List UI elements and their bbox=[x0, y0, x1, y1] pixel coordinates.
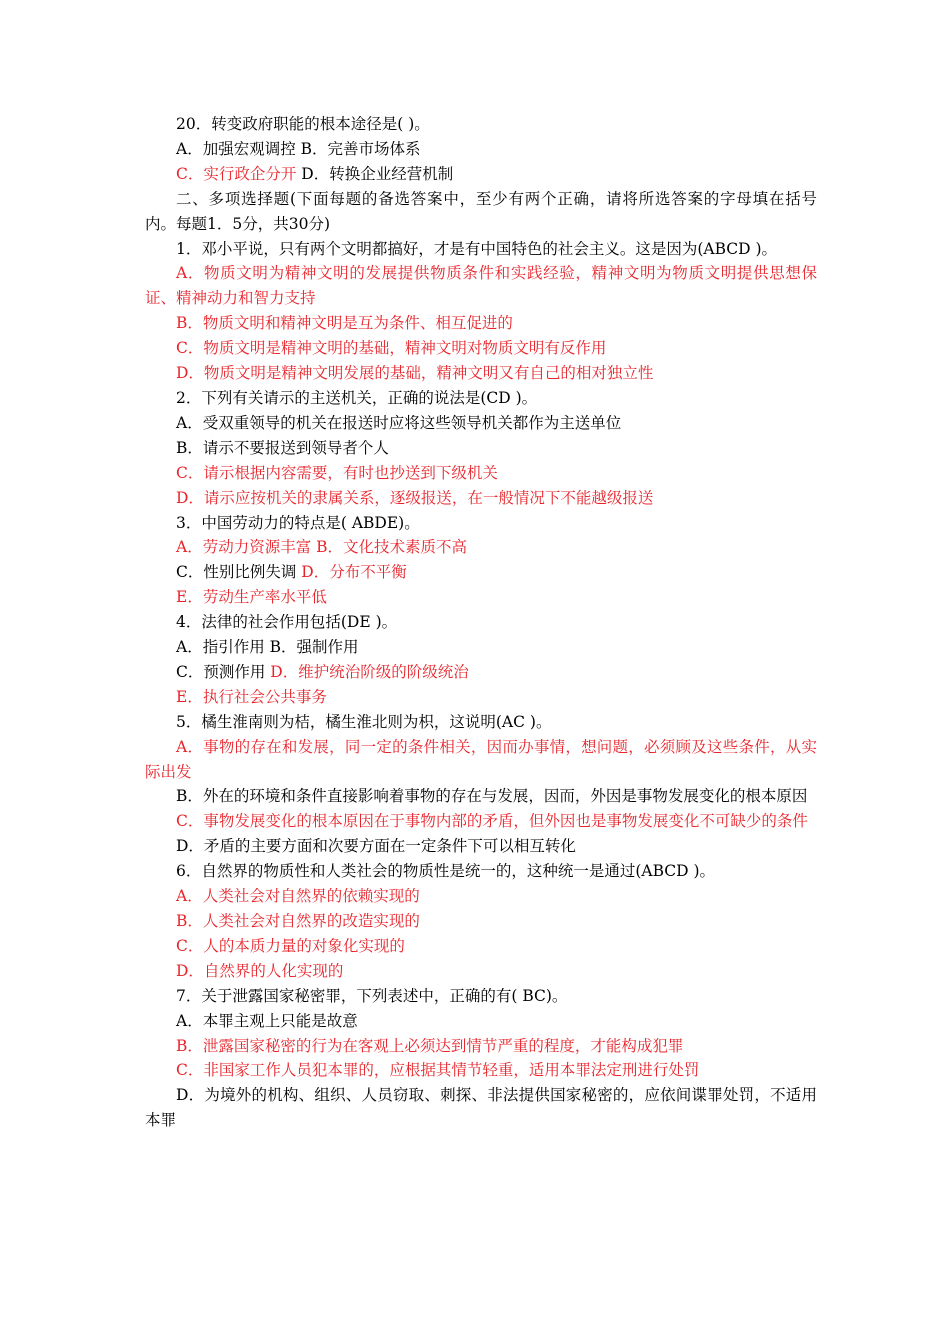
paragraph bbox=[145, 237, 817, 262]
paragraph bbox=[145, 386, 817, 411]
paragraph bbox=[145, 535, 817, 560]
paragraph bbox=[145, 959, 817, 984]
paragraph bbox=[145, 560, 817, 585]
answer-text: D．物质文明是精神文明发展的基础，精神文明又有自己的相对独立性 bbox=[176, 364, 654, 383]
paragraph bbox=[145, 336, 817, 361]
body-text: C．预测作用 bbox=[176, 662, 271, 681]
answer-text: A．劳动力资源丰富 B．文化技术素质不高 bbox=[176, 538, 468, 557]
paragraph bbox=[145, 809, 817, 834]
answer-text: C．物质文明是精神文明的基础，精神文明对物质文明有反作用 bbox=[176, 339, 607, 358]
paragraph bbox=[145, 1009, 817, 1034]
paragraph bbox=[145, 361, 817, 386]
body-text: 3．中国劳动力的特点是( ABDE)。 bbox=[176, 513, 420, 532]
paragraph bbox=[145, 511, 817, 536]
body-text: D．为境外的机构、组织、人员窃取、刺探、非法提供国家秘密的，应依间谍罪处罚，不适用本罪 bbox=[145, 1086, 817, 1130]
answer-text: A．事物的存在和发展，同一定的条件相关，因而办事情，想问题，必须顾及这些条件，从实际出发 bbox=[145, 737, 817, 781]
paragraph bbox=[145, 834, 817, 859]
answer-text: B．泄露国家秘密的行为在客观上必须达到情节严重的程度，才能构成犯罪 bbox=[176, 1036, 684, 1055]
answer-text: B．物质文明和精神文明是互为条件、相互促进的 bbox=[176, 314, 513, 333]
paragraph bbox=[145, 884, 817, 909]
paragraph bbox=[145, 436, 817, 461]
paragraph bbox=[145, 610, 817, 635]
paragraph bbox=[145, 162, 817, 187]
paragraph bbox=[145, 137, 817, 162]
answer-text: A．人类社会对自然界的依赖实现的 bbox=[176, 887, 420, 906]
paragraph bbox=[145, 1083, 817, 1133]
body-text: A．本罪主观上只能是故意 bbox=[176, 1011, 358, 1030]
paragraph bbox=[145, 1034, 817, 1059]
paragraph bbox=[145, 1058, 817, 1083]
answer-text: C．人的本质力量的对象化实现的 bbox=[176, 936, 405, 955]
answer-text: C．事物发展变化的根本原因在于事物内部的矛盾，但外因也是事物发展变化不可缺少的条件 bbox=[176, 812, 808, 831]
answer-text: D．分布不平衡 bbox=[301, 563, 407, 582]
body-text: A．加强宏观调控 B．完善市场体系 bbox=[176, 139, 421, 158]
body-text: A．指引作用 B．强制作用 bbox=[176, 638, 359, 657]
body-text: D．矛盾的主要方面和次要方面在一定条件下可以相互转化 bbox=[176, 837, 576, 856]
paragraph bbox=[145, 112, 817, 137]
body-text: B．外在的环境和条件直接影响着事物的存在与发展，因而，外因是事物发展变化的根本原因 bbox=[176, 787, 808, 806]
paragraph bbox=[145, 784, 817, 809]
answer-text: E．劳动生产率水平低 bbox=[176, 588, 327, 607]
answer-text: C．实行政企分开 bbox=[176, 164, 297, 183]
paragraph bbox=[145, 411, 817, 436]
paragraph bbox=[145, 635, 817, 660]
answer-text: A．物质文明为精神文明的发展提供物质条件和实践经验，精神文明为物质文明提供思想保证、精神动力和智力支持 bbox=[145, 264, 817, 308]
answer-text: C．请示根据内容需要，有时也抄送到下级机关 bbox=[176, 463, 498, 482]
body-text: 7．关于泄露国家秘密罪，下列表述中，正确的有( BC)。 bbox=[176, 986, 568, 1005]
paragraph bbox=[145, 984, 817, 1009]
body-text: 20．转变政府职能的根本途径是( )。 bbox=[176, 115, 430, 133]
paragraph bbox=[145, 660, 817, 685]
body-text: 5．橘生淮南则为桔，橘生淮北则为枳，这说明(AC )。 bbox=[176, 712, 552, 731]
answer-text: D．请示应按机关的隶属关系，逐级报送，在一般情况下不能越级报送 bbox=[176, 488, 654, 507]
paragraph bbox=[145, 909, 817, 934]
body-text: 二、多项选择题(下面每题的备选答案中，至少有两个正确，请将所选答案的字母填在括号内。每题1．5分，共30分) bbox=[145, 189, 817, 233]
body-text: 4．法律的社会作用包括(DE )。 bbox=[176, 613, 398, 632]
body-text: A．受双重领导的机关在报送时应将这些领导机关都作为主送单位 bbox=[176, 413, 622, 432]
paragraph bbox=[145, 187, 817, 237]
body-text: D．转换企业经营机制 bbox=[296, 164, 454, 183]
answer-text: C．非国家工作人员犯本罪的，应根据其情节轻重，适用本罪法定刑进行处罚 bbox=[176, 1061, 700, 1080]
document-page bbox=[145, 112, 817, 1133]
body-text: C．性别比例失调 bbox=[176, 563, 302, 582]
paragraph bbox=[145, 461, 817, 486]
paragraph bbox=[145, 261, 817, 311]
paragraph bbox=[145, 934, 817, 959]
body-text: 2．下列有关请示的主送机关，正确的说法是(CD )。 bbox=[176, 388, 538, 407]
paragraph bbox=[145, 859, 817, 884]
body-text: 6．自然界的物质性和人类社会的物质性是统一的，这种统一是通过(ABCD )。 bbox=[176, 862, 716, 881]
paragraph bbox=[145, 311, 817, 336]
paragraph bbox=[145, 486, 817, 511]
paragraph bbox=[145, 735, 817, 785]
paragraph bbox=[145, 710, 817, 735]
body-text: B．请示不要报送到领导者个人 bbox=[176, 438, 389, 457]
paragraph bbox=[145, 685, 817, 710]
answer-text: B．人类社会对自然界的改造实现的 bbox=[176, 912, 420, 930]
answer-text: D．维护统治阶级的阶级统治 bbox=[270, 662, 469, 681]
answer-text: E．执行社会公共事务 bbox=[176, 687, 327, 706]
answer-text: D．自然界的人化实现的 bbox=[176, 961, 344, 980]
body-text: 1．邓小平说，只有两个文明都搞好，才是有中国特色的社会主义。这是因为(ABCD )。 bbox=[176, 239, 778, 258]
paragraph bbox=[145, 585, 817, 610]
